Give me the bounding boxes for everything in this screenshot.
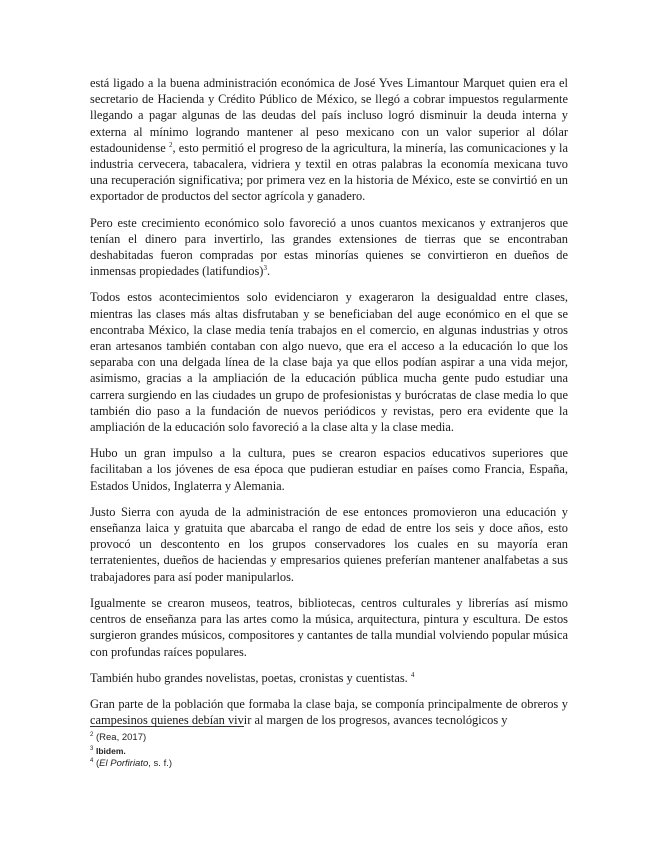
footnote-4 — [90, 758, 490, 771]
paragraph-text: Pero este crecimiento económico solo favoreció a unos cuantos mexicanos y extranjeros que tenían el dinero para invertirlo, las grandes extensiones de tierras que se encontraban deshabitadas fueron compradas por estas minorías quienes se convirtieron en dueños de inmensas propiedades (latifundios) — [90, 215, 568, 279]
paragraph-text: Justo Sierra con ayuda de la administración de ese entonces promovieron una educación y enseñanza laica y gratuita que abarcaba el rango de edad de entre los seis y doce años, esto provocó un descontento en los grupos conservadores los cuales en su mayoría eran terratenientes, dueños de haciendas y empresarios quienes preferían mantener analfabetas a sus trabajadores para así poder manipularlos. — [90, 504, 568, 584]
paragraph-3 — [90, 289, 568, 435]
paragraph-text: Todos estos acontecimientos solo evidenciaron y exageraron la desigualdad entre clases, mientras las clases más altas disfrutaban y se beneficiaban del auge económico en el que se encontraba México, la clase media tenía trabajos en el comercio, en algunas industrias y otros eran artesanos también contaban con algo nuevo, que era el acceso a la educación lo que los separaba con una delgada línea de la clase baja ya que ellos podían aspirar a una vida mejor, asimismo, gracias a la ampliación de la educación pública mucha gente pudo estudiar una carrera surgiendo en las ciudades un grupo de profesionistas y burócratas de clase media lo que también dio paso a la fundación de nuevos periódicos y revistas, pero era evidente que la ampliación de la educación solo favoreció a la clase alta y la clase media. — [90, 290, 568, 435]
footnote-number: 3 — [90, 745, 94, 752]
footnote-open-paren: ( — [95, 758, 100, 769]
footnote-ref: 4 — [410, 670, 415, 679]
paragraph-text: está ligado a la buena administración económica de José Yves Limantour Marquet quien era el secretario de Hacienda y Crédito Público de México, se llegó a cobrar impuestos regularmente llegando a pagar algunas de las deudas del país incluso logró disminuir la deuda interna y externa al mínimo logrando mantener al peso mexicano con un valor superior al dólar estadounidense — [90, 76, 568, 155]
footnote-number: 4 — [90, 757, 94, 764]
paragraph-1 — [90, 75, 568, 205]
paragraph-6 — [90, 595, 568, 660]
footnote-text: , s. f.) — [148, 758, 173, 769]
footnote-ref: 2 — [168, 140, 173, 149]
footnote-3 — [90, 745, 490, 759]
paragraph-4 — [90, 445, 568, 494]
footnote-ref: 3 — [263, 264, 267, 273]
paragraph-8 — [90, 696, 568, 728]
paragraph-text: Hubo un gran impulso a la cultura, pues se crearon espacios educativos superiores que facilitaban a los jóvenes de esa época que pudieran estudiar en países como Francia, España, Estados Unidos, Inglaterra y Alemania. — [90, 446, 568, 493]
paragraph-7 — [90, 670, 568, 686]
paragraph-text: Gran parte de la población que formaba la clase baja, se componía principalmente de obreros y campesinos quienes debían vivir al margen de los progresos, avances tecnológicos y — [90, 696, 568, 728]
body-text — [90, 75, 568, 738]
paragraph-text: También hubo grandes novelistas, poetas, cronistas y cuentistas. — [90, 670, 408, 685]
footnote-divider — [90, 726, 244, 727]
footnote-number: 2 — [90, 731, 94, 738]
footnote-2 — [90, 732, 490, 745]
paragraph-text: Igualmente se crearon museos, teatros, bibliotecas, centros culturales y librerías así mismo centros de enseñanza para las artes como la música, arquitectura, pintura y escultura. De estos surgieron grandes músicos, compositores y cantantes de talla mundial volviendo popular música con profundas raíces populares. — [90, 595, 568, 659]
footnote-text: Ibidem. — [95, 745, 126, 756]
paragraph-2 — [90, 215, 568, 280]
paragraph-text: , esto permitió el progreso de la agricultura, la minería, las comunicaciones y la industria cervecera, tabacalera, vidriera y textil en otras palabras la economía mexicana tuvo una recuperación significativa; por primera vez en la historia de México, este se convirtió en un exportador de productos del sector agrícola y ganadero. — [90, 140, 568, 204]
footnote-text: (Rea, 2017) — [95, 732, 147, 743]
footnote-italic-title: El Porfiriato — [99, 758, 149, 769]
paragraph-5 — [90, 504, 568, 585]
footnotes — [90, 732, 490, 771]
paragraph-text: . — [266, 264, 271, 279]
